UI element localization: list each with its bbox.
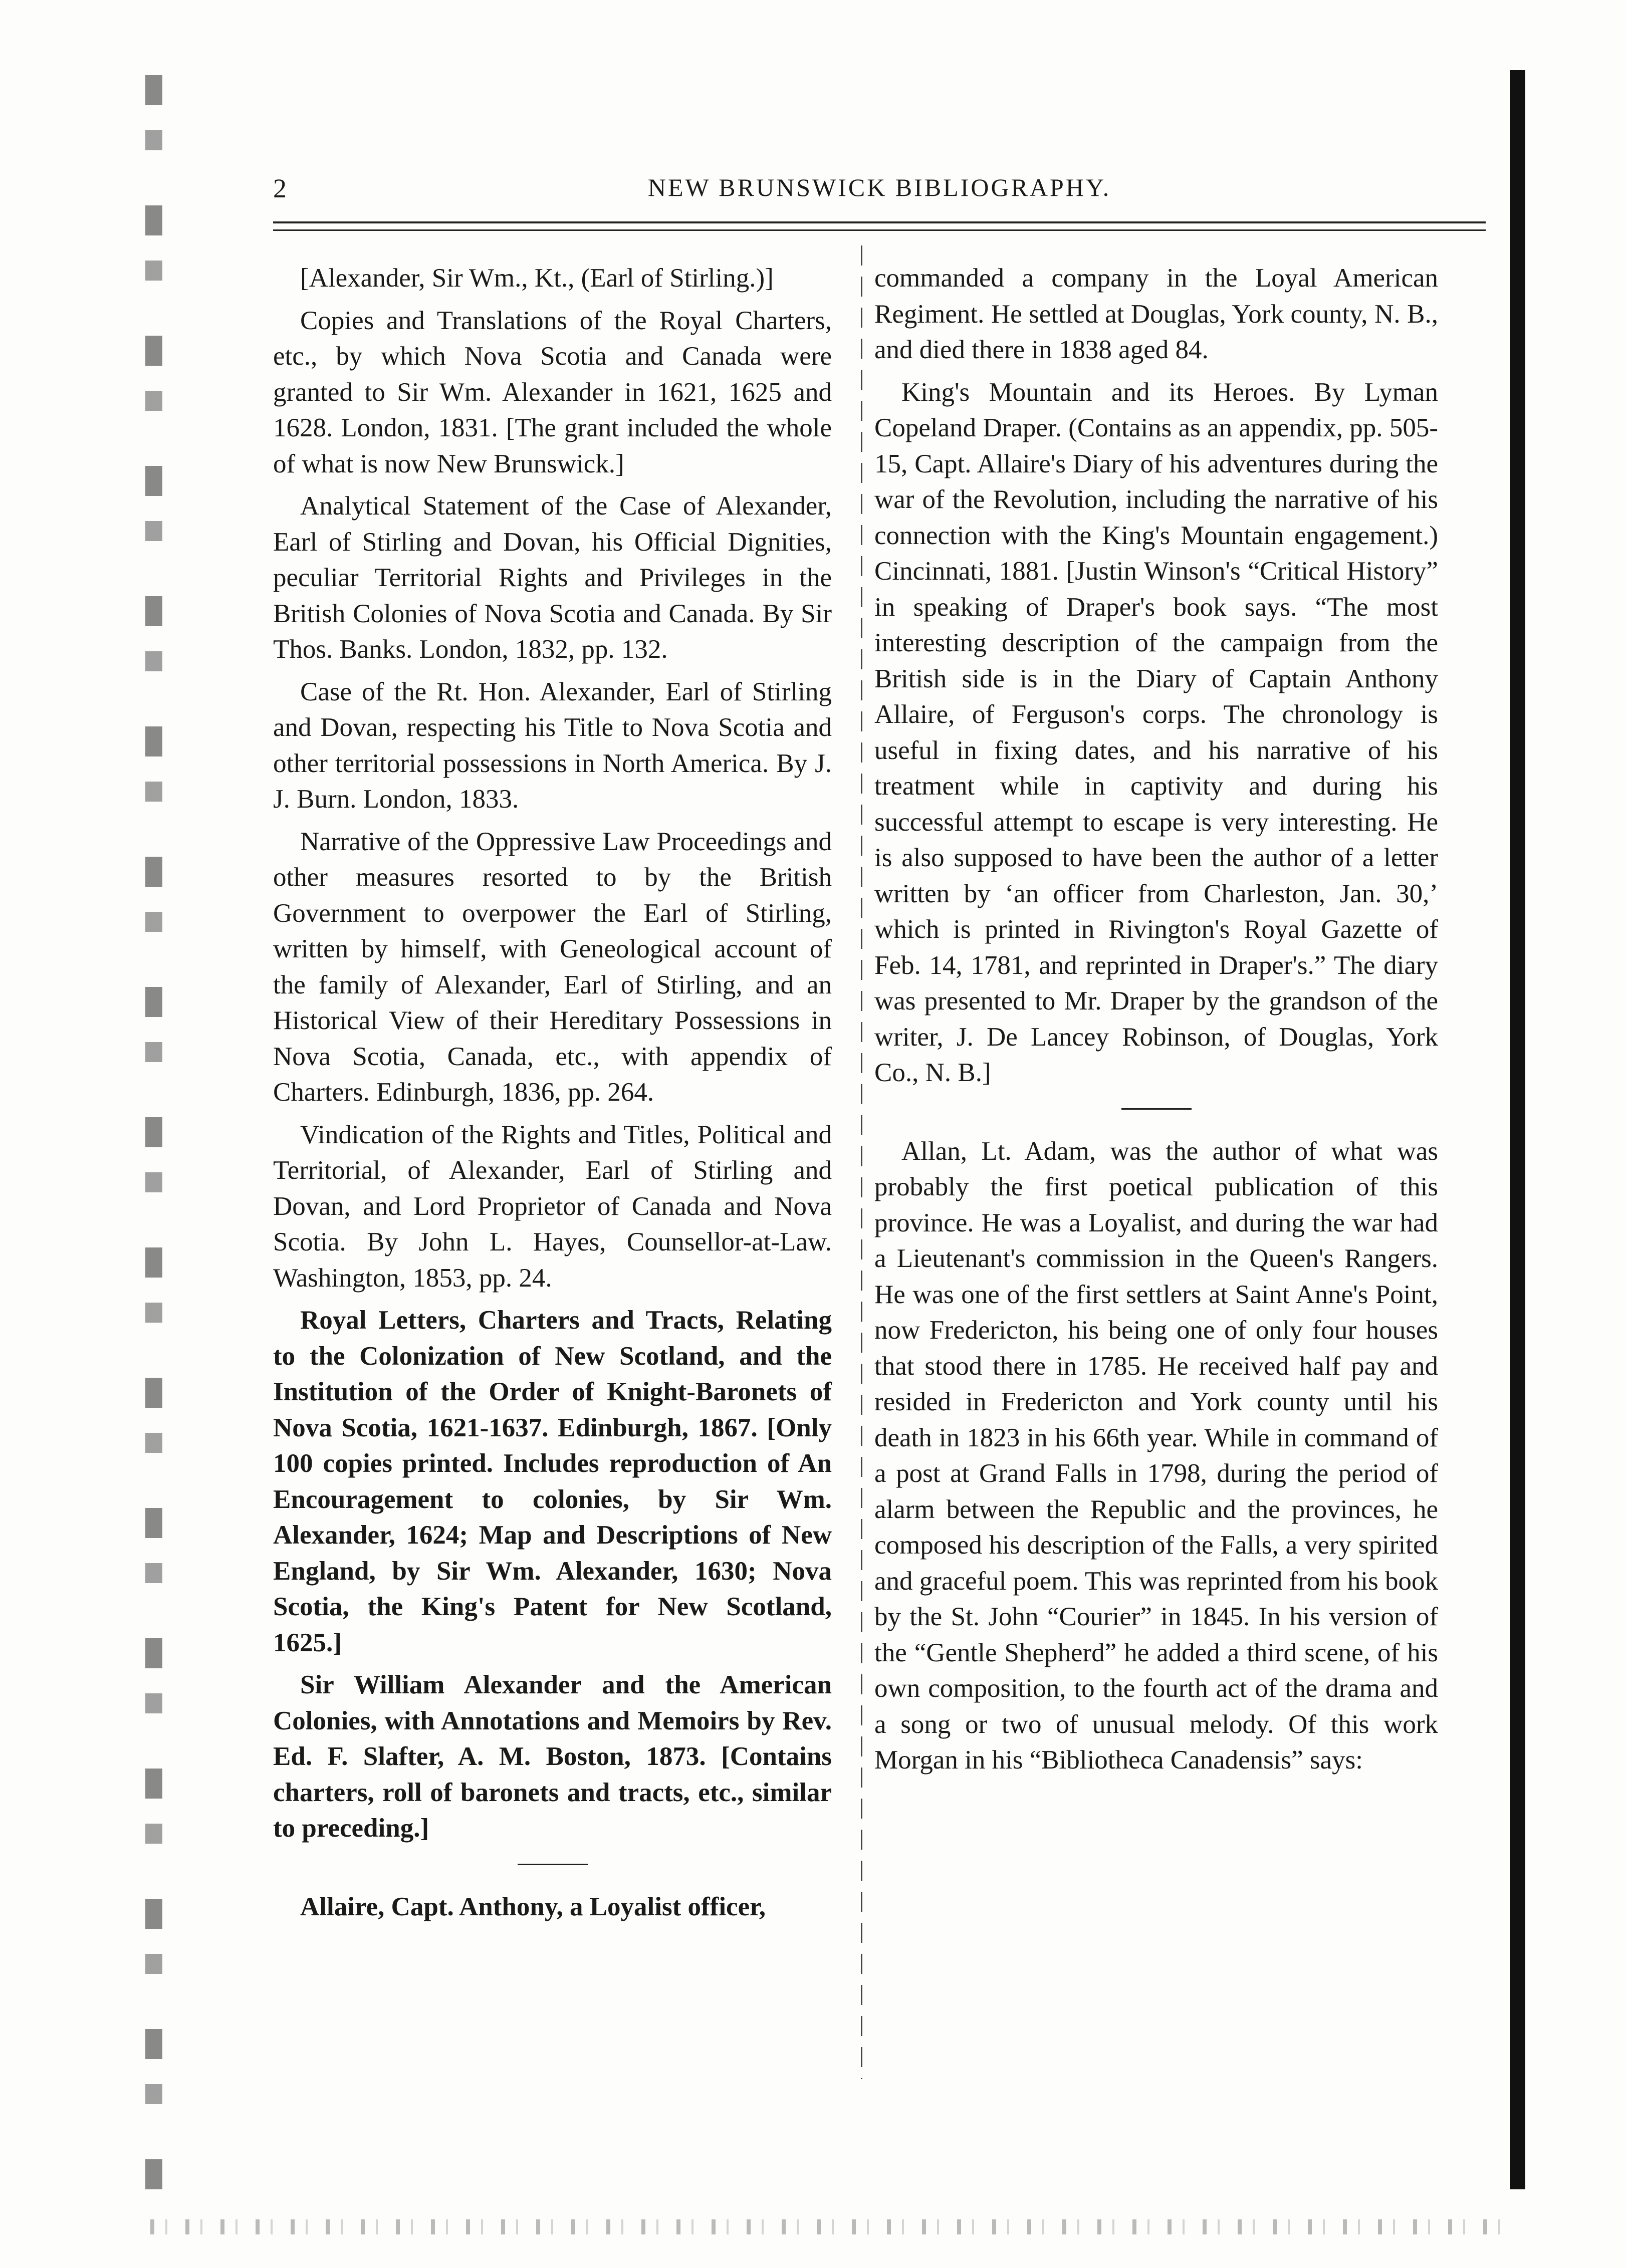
header-rule [273, 221, 1486, 223]
section-separator-right [1121, 1108, 1192, 1110]
column-divider [861, 245, 862, 2079]
entry-copies-translations: Copies and Translations of the Royal Charters, etc., by which Nova Scotia and Canada were granted to Sir Wm. Alexander in 1621, 1625 and 1628. London, 1831. [The grant included the whole of what is now New Brunswick.] [273, 306, 832, 478]
section-separator [518, 1864, 588, 1865]
entry-case-rt-hon: Case of the Rt. Hon. Alexander, Earl of Stirling and Dovan, respecting his Title to Nova Scotia and other territorial possessions in North America. By J. J. Burn. London, 1833. [273, 677, 832, 814]
entry-allaire-heading: Allaire, Capt. Anthony, a Loyalist officer, [300, 1892, 766, 1921]
entry-allan-adam: Allan, Lt. Adam, was the author of what was probably the first poetical publication of this province. He was a Loyalist, and during the war had a Lieutenant's commission in the Queen's Rangers. He was one of the first settlers at Saint Anne's Point, now Fredericton, his being one of only four houses that stood there in 1785. He received half pay and resided in Fredericton and York county until his death in 1823 in his 66th year. While in command of a post at Grand Falls in 1798, during the period of alarm between the Republic and the provinces, he composed his description of the Falls, a very spirited and graceful poem. This was reprinted from his book by the St. John “Courier” in 1845. In his version of the “Gentle Shepherd” he added a third scene, of his own composition, to the fourth act of the drama and a song or two of unusual melody. Of this work Morgan in his “Bibliotheca Canadensis” says: [874, 1136, 1438, 1775]
entry-vindication: Vindication of the Rights and Titles, Political and Territorial, of Alexander, Earl of Stirling and Dovan, and Lord Proprietor of Canada and Nova Scotia. By John L. Hayes, Counsellor-at-Law. Washington, 1853, pp. 24. [273, 1120, 832, 1293]
page-title: NEW BRUNSWICK BIBLIOGRAPHY. [647, 173, 1111, 201]
page-number: 2 [273, 173, 288, 203]
left-column [273, 261, 832, 1931]
header-rule-secondary [273, 229, 1486, 231]
right-column [874, 261, 1438, 1785]
running-head [273, 173, 1486, 213]
entry-narrative: Narrative of the Oppressive Law Proceedings and other measures resorted to by the British Government to overpower the Earl of Stirling, written by himself, with Geneological account of the family of Alexander, Earl of Stirling, and an Historical View of their Hereditary Possessions in Nova Scotia, Canada, etc., with appendix of Charters. Edinburgh, 1836, pp. 264. [273, 827, 832, 1107]
entry-analytical-statement: Analytical Statement of the Case of Alexander, Earl of Stirling and Dovan, his Official Dignities, peculiar Territorial Rights and Privileges in the British Colonies of Nova Scotia and Canada. By Sir Thos. Banks. London, 1832, pp. 132. [273, 491, 832, 664]
scan-left-edge-artifact [145, 75, 162, 2194]
entry-sir-william-alexander: Sir William Alexander and the American Colonies, with Annotations and Memoirs by Rev. Ed. F. Slafter, A. M. Boston, 1873. [Contains charters, roll of baronets and tracts, etc., similar to preceding.] [273, 1670, 832, 1843]
entry-royal-letters: Royal Letters, Charters and Tracts, Relating to the Colonization of New Scotland, and the Institution of the Order of Knight-Baronets of Nova Scotia, 1621-1637. Edinburgh, 1867. [Only 100 copies printed. Includes reproduction of An Encouragement to colonies, by Sir Wm. Alexander, 1624; Map and Descriptions of New England, by Sir Wm. Alexander, 1630; Nova Scotia, the King's Patent for New Scotland, 1625.] [273, 1306, 832, 1657]
scan-bottom-noise [150, 2219, 1513, 2234]
entry-kings-mountain: King's Mountain and its Heroes. By Lyman Copeland Draper. (Contains as an appendix, pp. 505-15, Capt. Allaire's Diary of his adventures during the war of the Revolution, including the narrative of his connection with the King's Mountain engagement.) Cincinnati, 1881. [Justin Winson's “Critical History” in speaking of Draper's book says. “The most interesting description of the campaign from the British side is in the Diary of Captain Anthony Allaire, of Ferguson's corps. The chronology is useful in fixing dates, and his narrative of his treatment while in captivity and during his successful attempt to escape is very interesting. He is also supposed to have been the author of a letter written by ‘an officer from Charleston, Jan. 30,’ which is printed in Rivington's Royal Gazette of Feb. 14, 1781, and reprinted in Draper's.” The diary was presented to Mr. Draper by the grandson of the writer, J. De Lancey Robinson, of Douglas, York Co., N. B.] [874, 377, 1438, 1087]
entry-heading-alexander: [Alexander, Sir Wm., Kt., (Earl of Stirling.)] [300, 264, 774, 293]
scan-right-binding-shadow [1510, 70, 1525, 2189]
entry-allaire-continued: commanded a company in the Loyal American Regiment. He settled at Douglas, York county, N. B., and died there in 1838 aged 84. [874, 264, 1438, 364]
